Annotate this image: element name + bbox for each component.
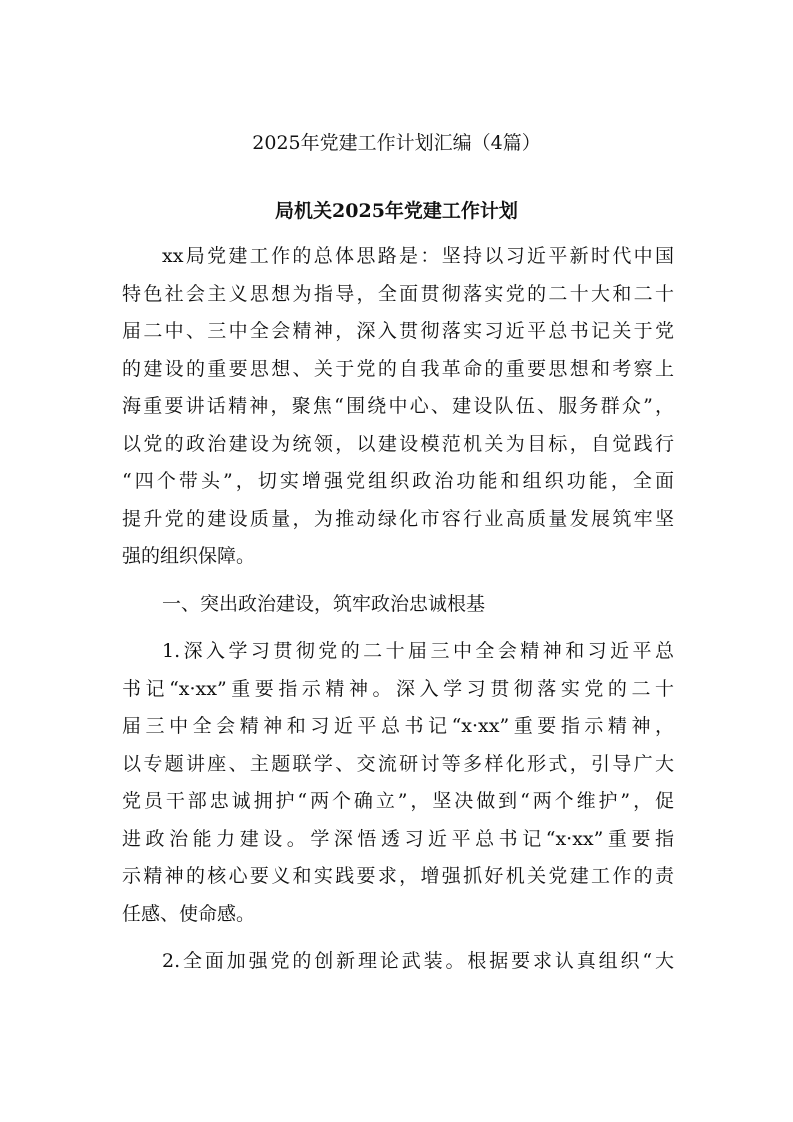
- paragraph-line: 书记“x·xx”重要指示精神。深入学习贯彻落实党的二十: [122, 677, 674, 700]
- document-body: [122, 238, 674, 981]
- paragraph-line: 届三中全会精神和习近平总书记“x·xx”重要指示精神，: [122, 715, 674, 737]
- paragraph-line: 示精神的核心要义和实践要求，增强抓好机关党建工作的责: [122, 865, 674, 887]
- paragraph-line: 强的组织保障。: [122, 545, 256, 567]
- section-title: 局机关2025年党建工作计划: [275, 200, 518, 222]
- paragraph-line: 届二中、三中全会精神，深入贯彻落实习近平总书记关于党: [122, 320, 674, 342]
- document-title: 2025年党建工作计划汇编（4篇）: [252, 132, 541, 154]
- paragraph-line: 特色社会主义思想为指导，全面贯彻落实党的二十大和二十: [122, 282, 674, 305]
- paragraph-line: 2.全面加强党的创新理论武装。根据要求认真组织“大: [162, 950, 674, 972]
- paragraph-line: “四个带头”，切实增强党组织政治功能和组织功能，全面: [122, 470, 674, 492]
- paragraph-line: 党员干部忠诚拥护“两个确立”，坚决做到“两个维护”，促: [122, 790, 674, 812]
- paragraph-line: 以专题讲座、主题联学、交流研讨等多样化形式，引导广大: [122, 752, 674, 775]
- paragraph-line: xx局党建工作的总体思路是：坚持以习近平新时代中国: [162, 245, 674, 267]
- paragraph-line: 进政治能力建设。学深悟透习近平总书记“x·xx”重要指: [122, 827, 674, 850]
- paragraph-line: 海重要讲话精神，聚焦“围绕中心、建设队伍、服务群众”，: [122, 395, 674, 417]
- subsection-heading: 一、突出政治建设，筑牢政治忠诚根基: [162, 592, 486, 615]
- paragraph-line: 的建设的重要思想、关于党的自我革命的重要思想和考察上: [122, 357, 674, 380]
- paragraph-line: 1.深入学习贯彻党的二十届三中全会精神和习近平总: [162, 640, 674, 662]
- paragraph-line: 提升党的建设质量，为推动绿化市容行业高质量发展筑牢坚: [122, 507, 674, 530]
- paragraph-line: 以党的政治建设为统领，以建设模范机关为目标，自觉践行: [122, 432, 674, 455]
- paragraph-line: 任感、使命感。: [122, 902, 256, 925]
